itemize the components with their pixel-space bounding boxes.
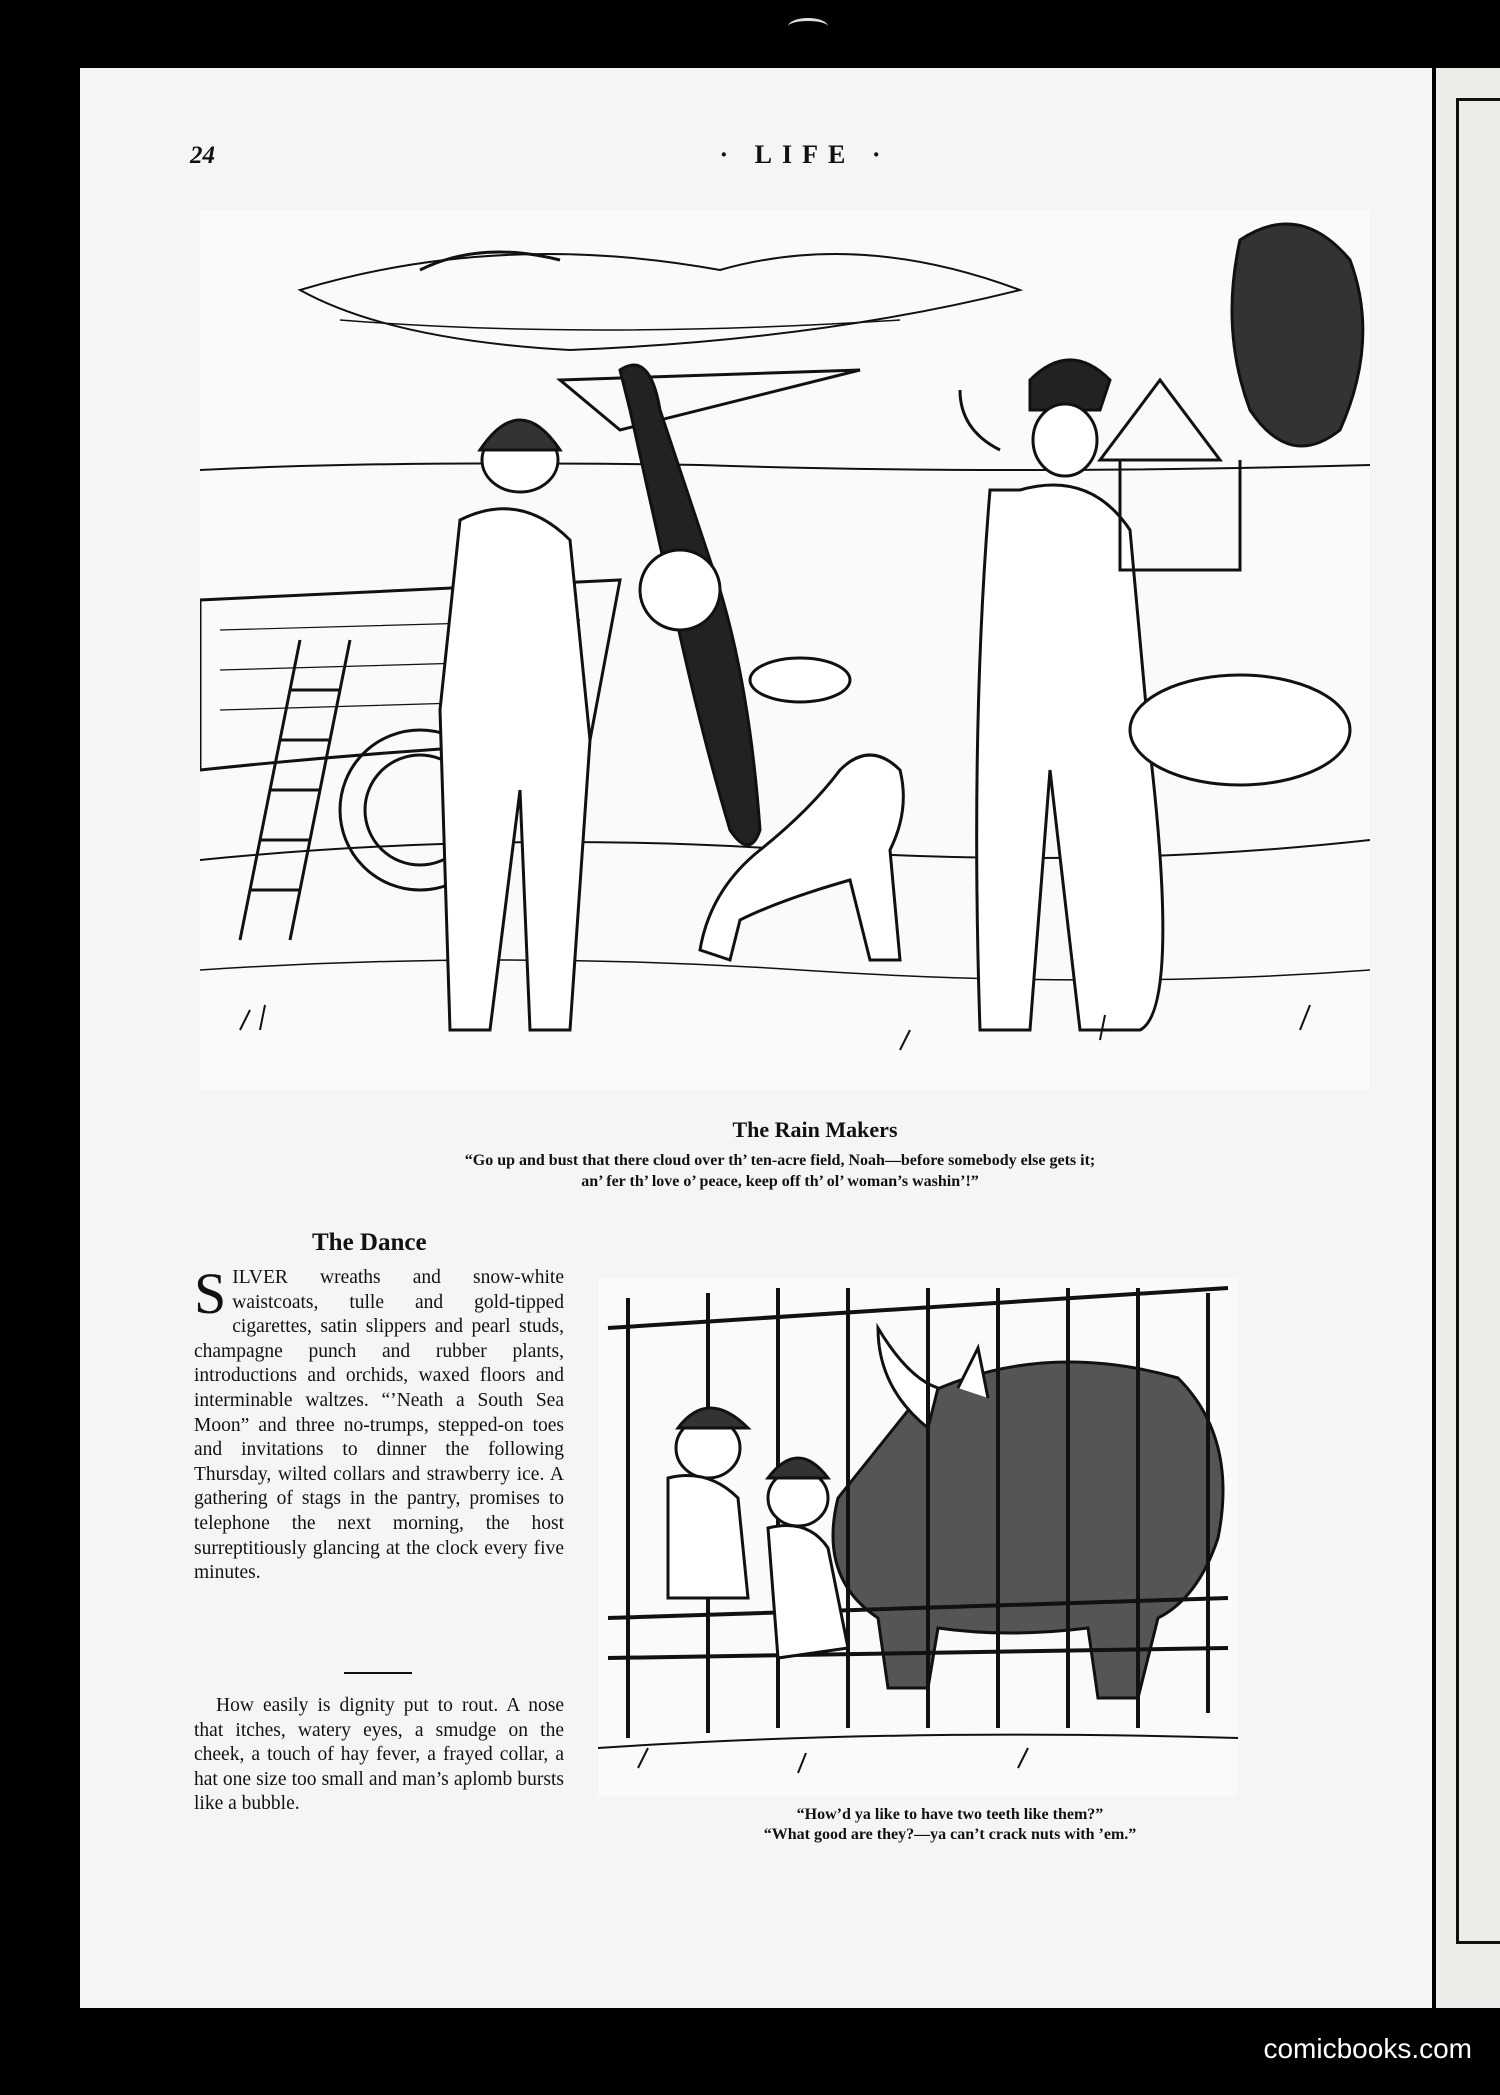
adjacent-page-edge	[1436, 68, 1500, 2008]
page-number: 24	[190, 142, 215, 169]
rain-makers-illustration	[200, 210, 1370, 1090]
cartoon-title: The Rain Makers	[732, 1117, 898, 1142]
rhino-cage-illustration	[598, 1278, 1238, 1796]
article-paragraph-1	[194, 1261, 564, 1586]
caption-line-2: an’ fer th’ love o’ peace, keep off th’ ol’ woman’s washin’!”	[581, 1173, 979, 1190]
caption-line-1: “Go up and bust that there cloud over th’ ten-acre field, Noah—before somebody else gets it;	[464, 1152, 1096, 1169]
rhino-cartoon-caption	[640, 1805, 1260, 1845]
paragraph-text: ILVER wreaths and snow-white waistcoats, tulle and gold-tipped cigarettes, satin slippers and pearl studs, champagne punch and rubber plants, introductions and orchids, waxed floors and interminable waltzes. “’Neath a South Sea Moon” and three no-trumps, stepped-on toes and invitations to dinner the following Thursday, wilted collars and strawberry ice. A gathering of stags in the pantry, promises to telephone the next morning, the host surreptitiously glancing at the clock every five minutes.	[194, 1267, 564, 1584]
article-title: The Dance	[312, 1229, 427, 1256]
magazine-title: · LIFE ·	[719, 140, 891, 169]
caption2-line-1: “How’d ya like to have two teeth like them?”	[796, 1806, 1104, 1823]
section-divider	[344, 1672, 412, 1674]
article-paragraph-2: How easily is dignity put to rout. A nose that itches, watery eyes, a smudge on the cheek, a touch of hay fever, a frayed collar, a hat one size too small and man’s aplomb bursts like a bubble.	[194, 1695, 564, 1815]
cartoon-caption	[330, 1150, 1230, 1192]
scan-mark	[788, 18, 828, 35]
caption2-line-2: “What good are they?—ya can’t crack nuts with ’em.”	[763, 1826, 1137, 1843]
watermark: comicbooks.com	[1263, 2033, 1472, 2064]
drop-cap: S	[194, 1261, 227, 1326]
